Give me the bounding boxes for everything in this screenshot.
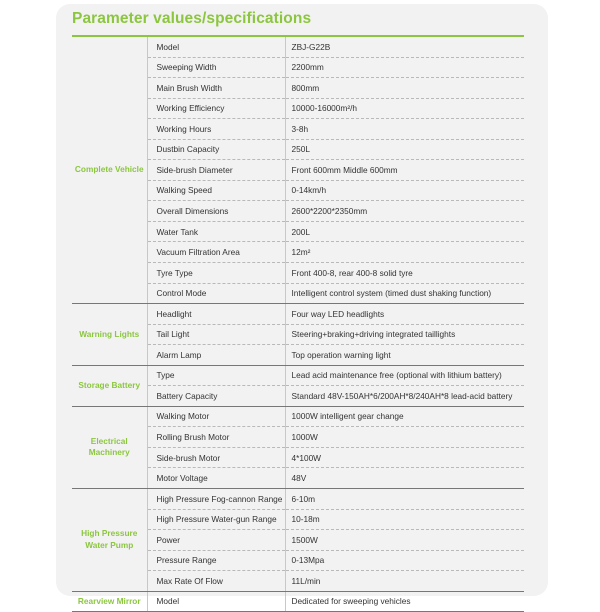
parameter-value: 11L/min — [285, 571, 524, 592]
spec-row — [72, 406, 524, 427]
parameter-name: Working Efficiency — [147, 98, 285, 119]
parameter-value: 800mm — [285, 78, 524, 99]
parameter-value: Intelligent control system (timed dust shaking function) — [285, 283, 524, 304]
parameter-name: Type — [147, 365, 285, 386]
parameter-value: 6-10m — [285, 489, 524, 510]
parameter-name: Battery Capacity — [147, 386, 285, 407]
parameter-name: Power — [147, 530, 285, 551]
page-title: Parameter values/specifications — [72, 10, 312, 27]
parameter-name: Alarm Lamp — [147, 345, 285, 366]
parameter-name: Model — [147, 591, 285, 612]
parameter-value: Steering+braking+driving integrated taillights — [285, 324, 524, 345]
parameter-value: 2600*2200*2350mm — [285, 201, 524, 222]
parameter-name: Max Rate Of Flow — [147, 571, 285, 592]
parameter-value: 10000-16000m²/h — [285, 98, 524, 119]
parameter-name: Rolling Brush Motor — [147, 427, 285, 448]
parameter-value: Front 600mm Middle 600mm — [285, 160, 524, 181]
parameter-name: Headlight — [147, 304, 285, 325]
parameter-value: 48V — [285, 468, 524, 489]
parameter-name: Sweeping Width — [147, 57, 285, 78]
spec-row — [72, 489, 524, 510]
spec-card — [56, 4, 548, 607]
group-label: Warning Lights — [72, 304, 147, 366]
parameter-name: Tail Light — [147, 324, 285, 345]
parameter-value: ZBJ-G22B — [285, 37, 524, 57]
parameter-value: 250L — [285, 139, 524, 160]
parameter-value: 4*100W — [285, 447, 524, 468]
parameter-value: 1000W — [285, 427, 524, 448]
parameter-name: Walking Speed — [147, 180, 285, 201]
group-label: Storage Battery — [72, 365, 147, 406]
parameter-value: 1500W — [285, 530, 524, 551]
spec-row — [72, 591, 524, 612]
parameter-name: Vacuum Filtration Area — [147, 242, 285, 263]
parameter-value: Front 400-8, rear 400-8 solid tyre — [285, 263, 524, 284]
parameter-value: Top operation warning light — [285, 345, 524, 366]
parameter-name: Walking Motor — [147, 406, 285, 427]
group-label: Electrical Machinery — [72, 406, 147, 488]
parameter-value: Four way LED headlights — [285, 304, 524, 325]
parameter-name: Main Brush Width — [147, 78, 285, 99]
parameter-value: 0-13Mpa — [285, 550, 524, 571]
parameter-value: Standard 48V-150AH*6/200AH*8/240AH*8 lead-acid battery — [285, 386, 524, 407]
parameter-name: Dustbin Capacity — [147, 139, 285, 160]
parameter-name: Side-brush Motor — [147, 447, 285, 468]
parameter-name: Tyre Type — [147, 263, 285, 284]
parameter-value: Lead acid maintenance free (optional with lithium battery) — [285, 365, 524, 386]
parameter-value: 1000W intelligent gear change — [285, 406, 524, 427]
spec-table — [72, 37, 524, 612]
parameter-name: High Pressure Water-gun Range — [147, 509, 285, 530]
parameter-name: Overall Dimensions — [147, 201, 285, 222]
parameter-name: Pressure Range — [147, 550, 285, 571]
parameter-value: 3-8h — [285, 119, 524, 140]
parameter-name: Water Tank — [147, 221, 285, 242]
group-label: High Pressure Water Pump — [72, 489, 147, 592]
group-label: Complete Vehicle — [72, 37, 147, 304]
parameter-value: 2200mm — [285, 57, 524, 78]
parameter-name: Working Hours — [147, 119, 285, 140]
spec-row — [72, 304, 524, 325]
spec-row — [72, 365, 524, 386]
parameter-name: Side-brush Diameter — [147, 160, 285, 181]
parameter-name: Motor Voltage — [147, 468, 285, 489]
parameter-name: Model — [147, 37, 285, 57]
parameter-value: 12m² — [285, 242, 524, 263]
parameter-value: 0-14km/h — [285, 180, 524, 201]
group-label: Rearview Mirror — [72, 591, 147, 612]
parameter-name: High Pressure Fog-cannon Range — [147, 489, 285, 510]
parameter-value: 200L — [285, 221, 524, 242]
spec-row — [72, 37, 524, 57]
parameter-name: Control Mode — [147, 283, 285, 304]
parameter-value: Dedicated for sweeping vehicles — [285, 591, 524, 612]
parameter-value: 10-18m — [285, 509, 524, 530]
